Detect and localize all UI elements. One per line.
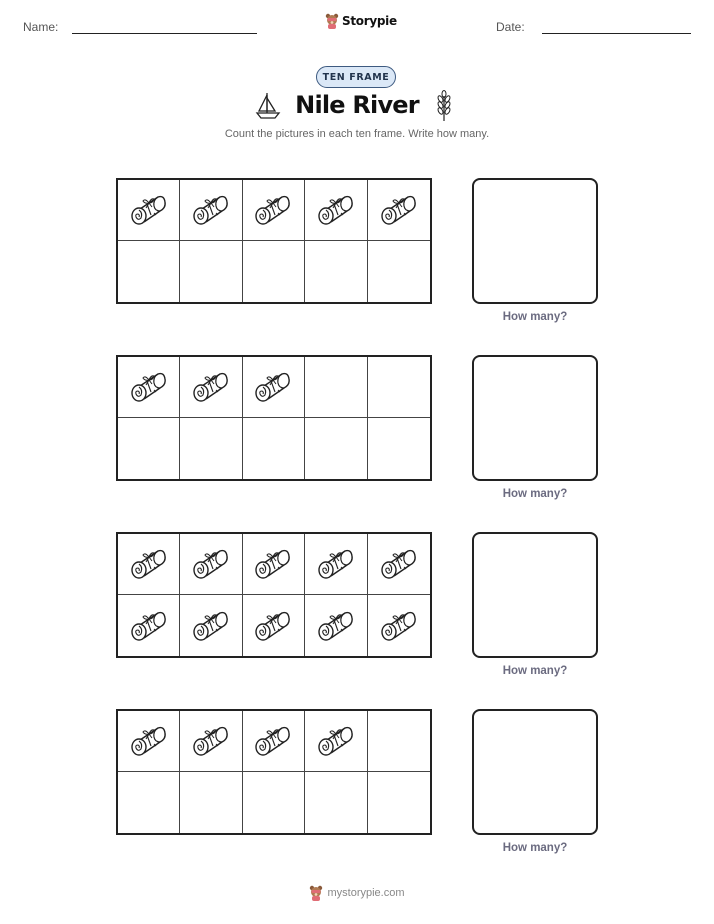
ten-frame-cell <box>180 180 242 241</box>
ten-frame-cell <box>243 772 305 833</box>
ten-frame-4 <box>116 709 432 835</box>
footer <box>0 885 714 901</box>
wheat-icon <box>434 90 454 122</box>
ten-frame-cell <box>305 595 367 656</box>
papyrus-scroll-icon <box>190 720 232 762</box>
brand-name: Storypie <box>342 14 397 28</box>
papyrus-scroll-icon <box>252 720 294 762</box>
ten-frame-cell <box>180 772 242 833</box>
ten-frame-cell <box>180 595 242 656</box>
ten-frame-cell <box>118 772 180 833</box>
ten-frame-cell <box>243 180 305 241</box>
papyrus-scroll-icon <box>190 605 232 647</box>
answer-box-3[interactable] <box>472 532 598 658</box>
ten-frame-2 <box>116 355 432 481</box>
papyrus-scroll-icon <box>128 366 170 408</box>
ten-frame-cell <box>305 241 367 302</box>
ten-frame-cell <box>305 534 367 595</box>
ten-frame-cell <box>305 418 367 479</box>
name-line[interactable] <box>72 33 257 34</box>
papyrus-scroll-icon <box>315 543 357 585</box>
papyrus-scroll-icon <box>128 720 170 762</box>
ten-frame-cell <box>305 357 367 418</box>
bear-mascot-icon <box>309 885 323 901</box>
ten-frame-cell <box>118 180 180 241</box>
papyrus-scroll-icon <box>252 189 294 231</box>
papyrus-scroll-icon <box>378 189 420 231</box>
papyrus-scroll-icon <box>315 720 357 762</box>
bear-mascot-icon <box>325 13 339 29</box>
ten-frame-3 <box>116 532 432 658</box>
papyrus-scroll-icon <box>252 366 294 408</box>
how-many-label: How many? <box>502 488 568 500</box>
papyrus-scroll-icon <box>252 543 294 585</box>
ten-frame-cell <box>118 357 180 418</box>
ten-frame-cell <box>180 711 242 772</box>
ten-frame-cell <box>180 241 242 302</box>
date-line[interactable] <box>542 33 691 34</box>
papyrus-scroll-icon <box>190 543 232 585</box>
ten-frame-cell <box>368 595 430 656</box>
ten-frame-cell <box>368 711 430 772</box>
papyrus-scroll-icon <box>315 605 357 647</box>
ten-frame-cell <box>180 418 242 479</box>
ten-frame-cell <box>180 534 242 595</box>
ten-frame-badge: TEN FRAME <box>316 66 396 88</box>
ten-frame-cell <box>243 241 305 302</box>
storypie-logo <box>325 13 397 29</box>
footer-url[interactable]: mystorypie.com <box>327 887 405 899</box>
ten-frame-cell <box>368 534 430 595</box>
ten-frame-1 <box>116 178 432 304</box>
how-many-label: How many? <box>502 665 568 677</box>
papyrus-scroll-icon <box>128 189 170 231</box>
papyrus-scroll-icon <box>252 605 294 647</box>
papyrus-scroll-icon <box>378 605 420 647</box>
date-label: Date: <box>496 20 525 34</box>
ten-frame-cell <box>118 595 180 656</box>
how-many-label: How many? <box>502 311 568 323</box>
ten-frame-cell <box>243 534 305 595</box>
papyrus-scroll-icon <box>128 605 170 647</box>
papyrus-scroll-icon <box>190 189 232 231</box>
ten-frame-cell <box>118 241 180 302</box>
ten-frame-cell <box>243 357 305 418</box>
ten-frame-cell <box>368 357 430 418</box>
papyrus-scroll-icon <box>128 543 170 585</box>
ten-frame-cell <box>118 418 180 479</box>
answer-box-4[interactable] <box>472 709 598 835</box>
answer-box-1[interactable] <box>472 178 598 304</box>
answer-box-2[interactable] <box>472 355 598 481</box>
ten-frame-cell <box>243 418 305 479</box>
page-title: Nile River <box>295 91 419 119</box>
ten-frame-cell <box>118 711 180 772</box>
papyrus-scroll-icon <box>190 366 232 408</box>
ten-frame-cell <box>180 357 242 418</box>
ten-frame-cell <box>243 595 305 656</box>
ten-frame-cell <box>368 772 430 833</box>
instructions: Count the pictures in each ten frame. Write how many. <box>224 128 490 140</box>
how-many-label: How many? <box>502 842 568 854</box>
ten-frame-cell <box>368 418 430 479</box>
ten-frame-cell <box>305 711 367 772</box>
ten-frame-cell <box>118 534 180 595</box>
ten-frame-cell <box>368 241 430 302</box>
papyrus-scroll-icon <box>315 189 357 231</box>
ten-frame-cell <box>305 180 367 241</box>
ten-frame-cell <box>368 180 430 241</box>
ten-frame-cell <box>243 711 305 772</box>
name-label: Name: <box>23 20 59 34</box>
papyrus-scroll-icon <box>378 543 420 585</box>
ten-frame-cell <box>305 772 367 833</box>
